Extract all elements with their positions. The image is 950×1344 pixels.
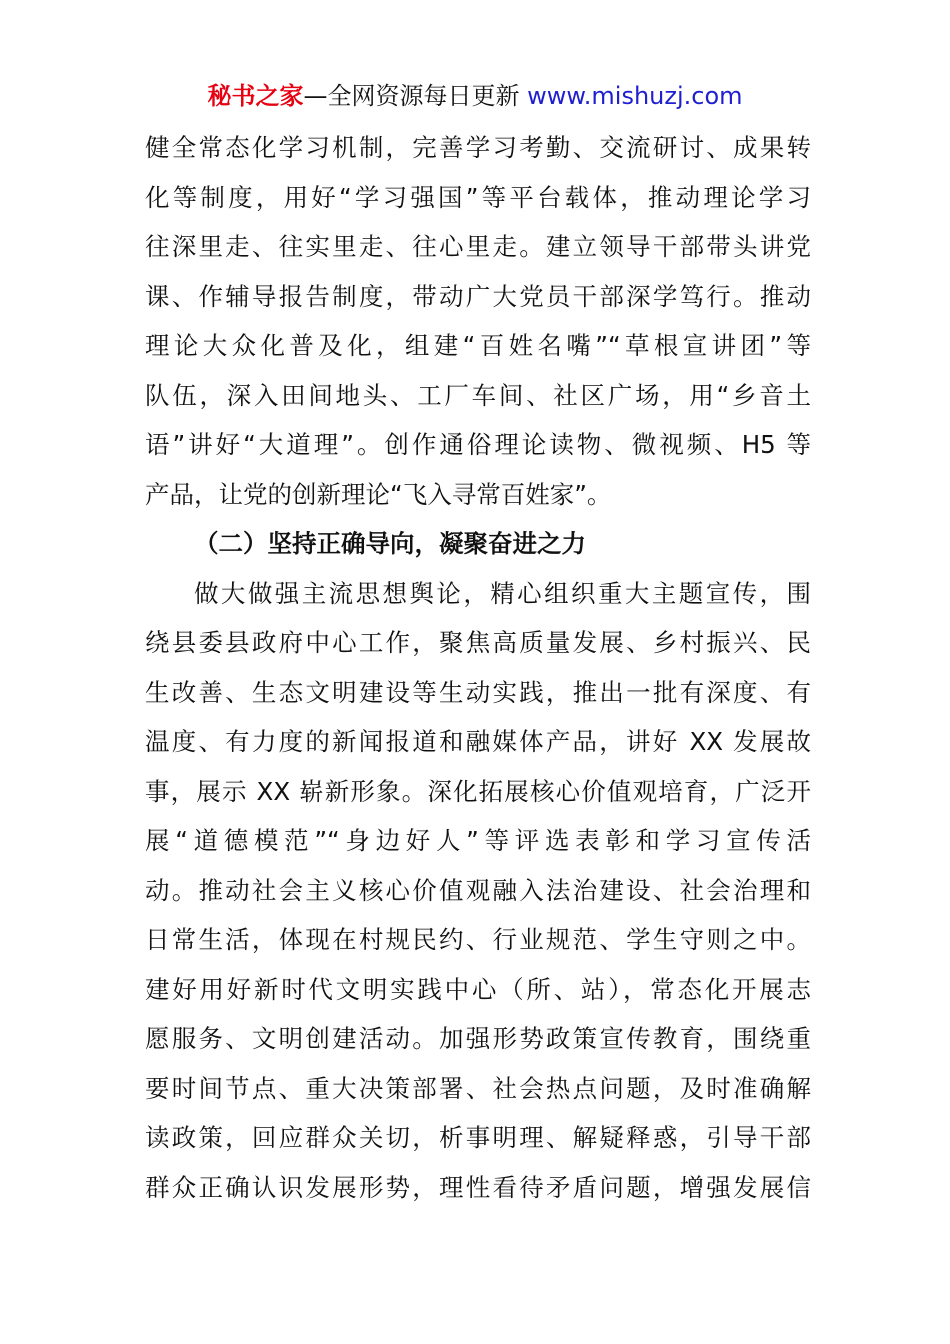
text-line: 做大做强主流思想舆论，精心组织重大主题宣传，围 bbox=[194, 578, 811, 608]
text-line: 要时间节点、重大决策部署、社会热点问题，及时准确解 bbox=[145, 1073, 811, 1103]
text-line: 绕县委县政府中心工作，聚焦高质量发展、乡村振兴、民 bbox=[145, 628, 811, 657]
text-line: 队伍，深入田间地头、工厂车间、社区广场，用“乡音土 bbox=[145, 380, 811, 410]
text-line: 建好用好新时代文明实践中心（所、站），常态化开展志 bbox=[145, 974, 811, 1004]
text-line: 读政策，回应群众关切，析事明理、解疑释惑，引导干部 bbox=[145, 1123, 811, 1152]
text-line: 课、作辅导报告制度，带动广大党员干部深学笃行。推动 bbox=[145, 281, 811, 311]
text-line: 事，展示 XX 崭新形象。深化拓展核心价值观培育，广泛开 bbox=[145, 776, 811, 806]
site-url-link[interactable]: www.mishuzj.com bbox=[527, 82, 743, 110]
document-body bbox=[145, 123, 811, 1212]
text-line: 生改善、生态文明建设等生动实践，推出一批有深度、有 bbox=[145, 677, 811, 707]
text-line: 理论大众化普及化，组建“百姓名嘴”“草根宣讲团”等 bbox=[145, 331, 811, 360]
text-line: 语”讲好“大道理”。创作通俗理论读物、微视频、H5 等 bbox=[145, 430, 811, 459]
text-line: 群众正确认识发展形势，理性看待矛盾问题，增强发展信 bbox=[145, 1172, 811, 1202]
text-line: 日常生活，体现在村规民约、行业规范、学生守则之中。 bbox=[145, 925, 811, 954]
brand-name: 秘书之家 bbox=[207, 82, 304, 110]
section-heading: （二）坚持正确导向，凝聚奋进之力 bbox=[194, 529, 586, 558]
text-line: 愿服务、文明创建活动。加强形势政策宣传教育，围绕重 bbox=[145, 1024, 811, 1053]
site-header bbox=[0, 80, 950, 112]
text-line: 温度、有力度的新闻报道和融媒体产品，讲好 XX 发展故 bbox=[145, 727, 811, 756]
header-tagline: —全网资源每日更新 bbox=[303, 82, 528, 110]
text-line: 往深里走、往实里走、往心里走。建立领导干部带头讲党 bbox=[145, 232, 811, 261]
text-line: 产品，让党的创新理论“飞入寻常百姓家”。 bbox=[145, 479, 612, 509]
text-line: 展“道德模范”“身边好人”等评选表彰和学习宣传活 bbox=[145, 826, 811, 855]
text-line: 化等制度，用好“学习强国”等平台载体，推动理论学习 bbox=[145, 182, 811, 212]
text-line: 健全常态化学习机制，完善学习考勤、交流研讨、成果转 bbox=[145, 133, 811, 162]
text-line: 动。推动社会主义核心价值观融入法治建设、社会治理和 bbox=[145, 875, 811, 905]
